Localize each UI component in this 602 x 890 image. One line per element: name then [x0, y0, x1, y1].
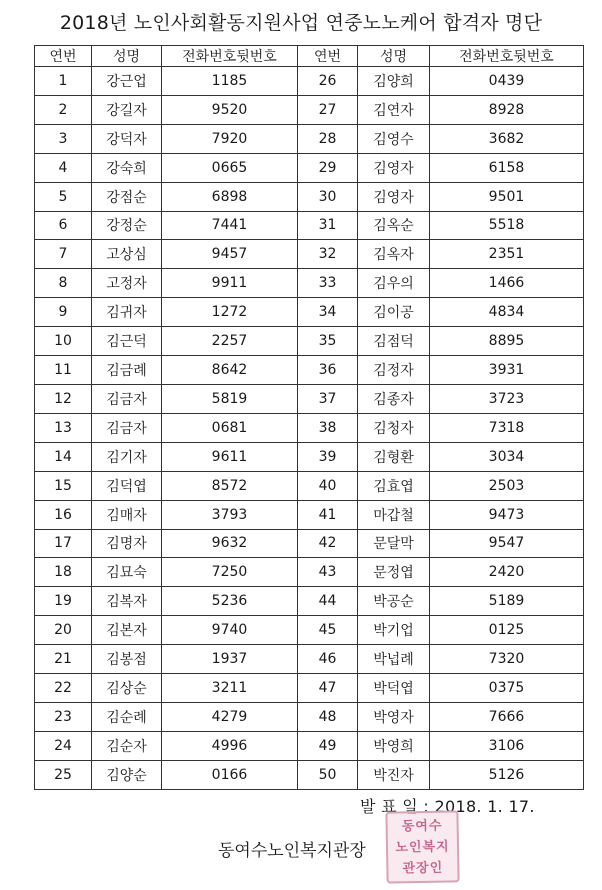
row-no: 19: [35, 587, 92, 616]
header-name: 성명: [92, 46, 162, 67]
row-name: 박기업: [358, 616, 430, 645]
header-row: [35, 46, 584, 67]
row-phone: 9457: [162, 240, 298, 269]
row-no: 39: [298, 442, 358, 471]
row-name: 강정순: [92, 211, 162, 240]
row-no: 8: [35, 269, 92, 298]
row-no: 43: [298, 558, 358, 587]
row-no: 45: [298, 616, 358, 645]
seal-line: 관장인: [402, 860, 444, 877]
row-phone: 7318: [430, 413, 584, 442]
header-phone: 전화번호뒷번호: [162, 46, 298, 67]
row-no: 24: [35, 731, 92, 760]
row-name: 김순례: [92, 702, 162, 731]
row-name: 김금자: [92, 413, 162, 442]
table-row: [35, 240, 584, 269]
table-row: [35, 211, 584, 240]
table-row: [35, 645, 584, 674]
row-phone: 7441: [162, 211, 298, 240]
row-name: 문정엽: [358, 558, 430, 587]
row-name: 박진자: [358, 760, 430, 789]
row-phone: 9547: [430, 529, 584, 558]
row-phone: 7250: [162, 558, 298, 587]
row-no: 42: [298, 529, 358, 558]
row-no: 50: [298, 760, 358, 789]
row-no: 4: [35, 153, 92, 182]
row-phone: 3931: [430, 356, 584, 385]
row-name: 김영수: [358, 124, 430, 153]
row-no: 2: [35, 95, 92, 124]
row-phone: 9611: [162, 442, 298, 471]
table-row: [35, 587, 584, 616]
row-no: 44: [298, 587, 358, 616]
row-name: 김명자: [92, 529, 162, 558]
table-row: [35, 269, 584, 298]
table-row: [35, 674, 584, 703]
row-no: 27: [298, 95, 358, 124]
table-row: [35, 702, 584, 731]
row-phone: 1466: [430, 269, 584, 298]
row-no: 20: [35, 616, 92, 645]
table-row: [35, 616, 584, 645]
row-no: 1: [35, 67, 92, 96]
table-row: [35, 558, 584, 587]
announcement-date: 발 표 일 : 2018. 1. 17.: [360, 797, 535, 816]
row-no: 46: [298, 645, 358, 674]
row-no: 17: [35, 529, 92, 558]
row-name: 강근업: [92, 67, 162, 96]
row-phone: 9740: [162, 616, 298, 645]
row-name: 김본자: [92, 616, 162, 645]
row-no: 11: [35, 356, 92, 385]
row-name: 문달막: [358, 529, 430, 558]
row-name: 김옥순: [358, 211, 430, 240]
row-phone: 3723: [430, 384, 584, 413]
table-row: [35, 442, 584, 471]
row-phone: 4834: [430, 298, 584, 327]
row-name: 김영자: [358, 182, 430, 211]
row-name: 김효엽: [358, 471, 430, 500]
row-no: 14: [35, 442, 92, 471]
row-name: 강길자: [92, 95, 162, 124]
row-phone: 5236: [162, 587, 298, 616]
row-no: 12: [35, 384, 92, 413]
header-no: 연번: [35, 46, 92, 67]
row-no: 41: [298, 500, 358, 529]
row-name: 김복자: [92, 587, 162, 616]
row-phone: 3106: [430, 731, 584, 760]
row-phone: 2420: [430, 558, 584, 587]
row-phone: 1272: [162, 298, 298, 327]
row-phone: 9501: [430, 182, 584, 211]
header-name: 성명: [358, 46, 430, 67]
header-phone: 전화번호뒷번호: [430, 46, 584, 67]
row-no: 22: [35, 674, 92, 703]
row-name: 김정자: [358, 356, 430, 385]
row-name: 강덕자: [92, 124, 162, 153]
row-name: 박공순: [358, 587, 430, 616]
row-no: 34: [298, 298, 358, 327]
table-row: [35, 471, 584, 500]
row-no: 15: [35, 471, 92, 500]
row-phone: 1937: [162, 645, 298, 674]
row-name: 김청자: [358, 413, 430, 442]
row-phone: 0375: [430, 674, 584, 703]
row-name: 김기자: [92, 442, 162, 471]
row-no: 9: [35, 298, 92, 327]
roster-table: [34, 45, 584, 790]
table-row: [35, 153, 584, 182]
table-row: [35, 529, 584, 558]
row-name: 마갑철: [358, 500, 430, 529]
row-no: 23: [35, 702, 92, 731]
row-phone: 5518: [430, 211, 584, 240]
row-no: 47: [298, 674, 358, 703]
row-name: 김점덕: [358, 327, 430, 356]
row-name: 고정자: [92, 269, 162, 298]
row-phone: 7320: [430, 645, 584, 674]
row-name: 김종자: [358, 384, 430, 413]
table-row: [35, 384, 584, 413]
row-name: 김덕엽: [92, 471, 162, 500]
row-name: 김양희: [358, 67, 430, 96]
table-row: [35, 67, 584, 96]
row-phone: 3034: [430, 442, 584, 471]
row-no: 32: [298, 240, 358, 269]
row-name: 김금자: [92, 384, 162, 413]
row-phone: 4996: [162, 731, 298, 760]
row-name: 박넙례: [358, 645, 430, 674]
row-no: 31: [298, 211, 358, 240]
row-phone: 9520: [162, 95, 298, 124]
row-phone: 2351: [430, 240, 584, 269]
row-no: 13: [35, 413, 92, 442]
row-phone: 4279: [162, 702, 298, 731]
row-no: 16: [35, 500, 92, 529]
row-name: 고상심: [92, 240, 162, 269]
row-no: 36: [298, 356, 358, 385]
row-phone: 6158: [430, 153, 584, 182]
row-phone: 9632: [162, 529, 298, 558]
row-no: 6: [35, 211, 92, 240]
row-phone: 5189: [430, 587, 584, 616]
organization-name: 동여수노인복지관장: [218, 841, 366, 861]
row-phone: 5126: [430, 760, 584, 789]
row-phone: 0439: [430, 67, 584, 96]
row-name: 박영자: [358, 702, 430, 731]
row-name: 김형환: [358, 442, 430, 471]
row-phone: 3211: [162, 674, 298, 703]
row-phone: 0665: [162, 153, 298, 182]
row-phone: 0166: [162, 760, 298, 789]
row-no: 18: [35, 558, 92, 587]
row-no: 21: [35, 645, 92, 674]
table-row: [35, 760, 584, 789]
row-no: 35: [298, 327, 358, 356]
row-name: 박덕엽: [358, 674, 430, 703]
row-no: 38: [298, 413, 358, 442]
document-title: 2018년 노인사회활동지원사업 연중노노케어 합격자 명단: [59, 12, 543, 34]
row-name: 김귀자: [92, 298, 162, 327]
row-name: 김묘숙: [92, 558, 162, 587]
row-no: 26: [298, 67, 358, 96]
row-no: 29: [298, 153, 358, 182]
row-name: 김금례: [92, 356, 162, 385]
row-phone: 3682: [430, 124, 584, 153]
row-name: 김상순: [92, 674, 162, 703]
row-no: 7: [35, 240, 92, 269]
row-phone: 0125: [430, 616, 584, 645]
row-name: 김연자: [358, 95, 430, 124]
row-no: 5: [35, 182, 92, 211]
table-row: [35, 356, 584, 385]
table-row: [35, 500, 584, 529]
table-row: [35, 327, 584, 356]
row-phone: 0681: [162, 413, 298, 442]
row-name: 김양순: [92, 760, 162, 789]
row-name: 김우의: [358, 269, 430, 298]
row-no: 49: [298, 731, 358, 760]
official-seal: [385, 810, 459, 883]
row-name: 김옥자: [358, 240, 430, 269]
table-row: [35, 298, 584, 327]
row-phone: 3793: [162, 500, 298, 529]
seal-line: 노인복지: [395, 839, 450, 856]
row-phone: 8928: [430, 95, 584, 124]
row-name: 김순자: [92, 731, 162, 760]
row-no: 33: [298, 269, 358, 298]
roster-body: [35, 67, 584, 790]
table-row: [35, 182, 584, 211]
row-no: 30: [298, 182, 358, 211]
seal-line: 동여수: [401, 818, 443, 835]
row-no: 40: [298, 471, 358, 500]
row-name: 김근덕: [92, 327, 162, 356]
row-name: 김매자: [92, 500, 162, 529]
row-phone: 6898: [162, 182, 298, 211]
row-phone: 8895: [430, 327, 584, 356]
row-no: 28: [298, 124, 358, 153]
row-phone: 9911: [162, 269, 298, 298]
row-phone: 7920: [162, 124, 298, 153]
row-phone: 1185: [162, 67, 298, 96]
row-no: 37: [298, 384, 358, 413]
row-name: 강점순: [92, 182, 162, 211]
row-name: 강숙희: [92, 153, 162, 182]
row-name: 김봉점: [92, 645, 162, 674]
header-no: 연번: [298, 46, 358, 67]
row-phone: 5819: [162, 384, 298, 413]
row-name: 김이공: [358, 298, 430, 327]
row-phone: 7666: [430, 702, 584, 731]
row-name: 박영희: [358, 731, 430, 760]
row-no: 48: [298, 702, 358, 731]
row-no: 10: [35, 327, 92, 356]
table-row: [35, 124, 584, 153]
table-row: [35, 413, 584, 442]
row-phone: 8572: [162, 471, 298, 500]
row-phone: 8642: [162, 356, 298, 385]
table-row: [35, 95, 584, 124]
row-no: 25: [35, 760, 92, 789]
row-phone: 2503: [430, 471, 584, 500]
row-phone: 9473: [430, 500, 584, 529]
row-name: 김영자: [358, 153, 430, 182]
row-no: 3: [35, 124, 92, 153]
row-phone: 2257: [162, 327, 298, 356]
table-row: [35, 731, 584, 760]
